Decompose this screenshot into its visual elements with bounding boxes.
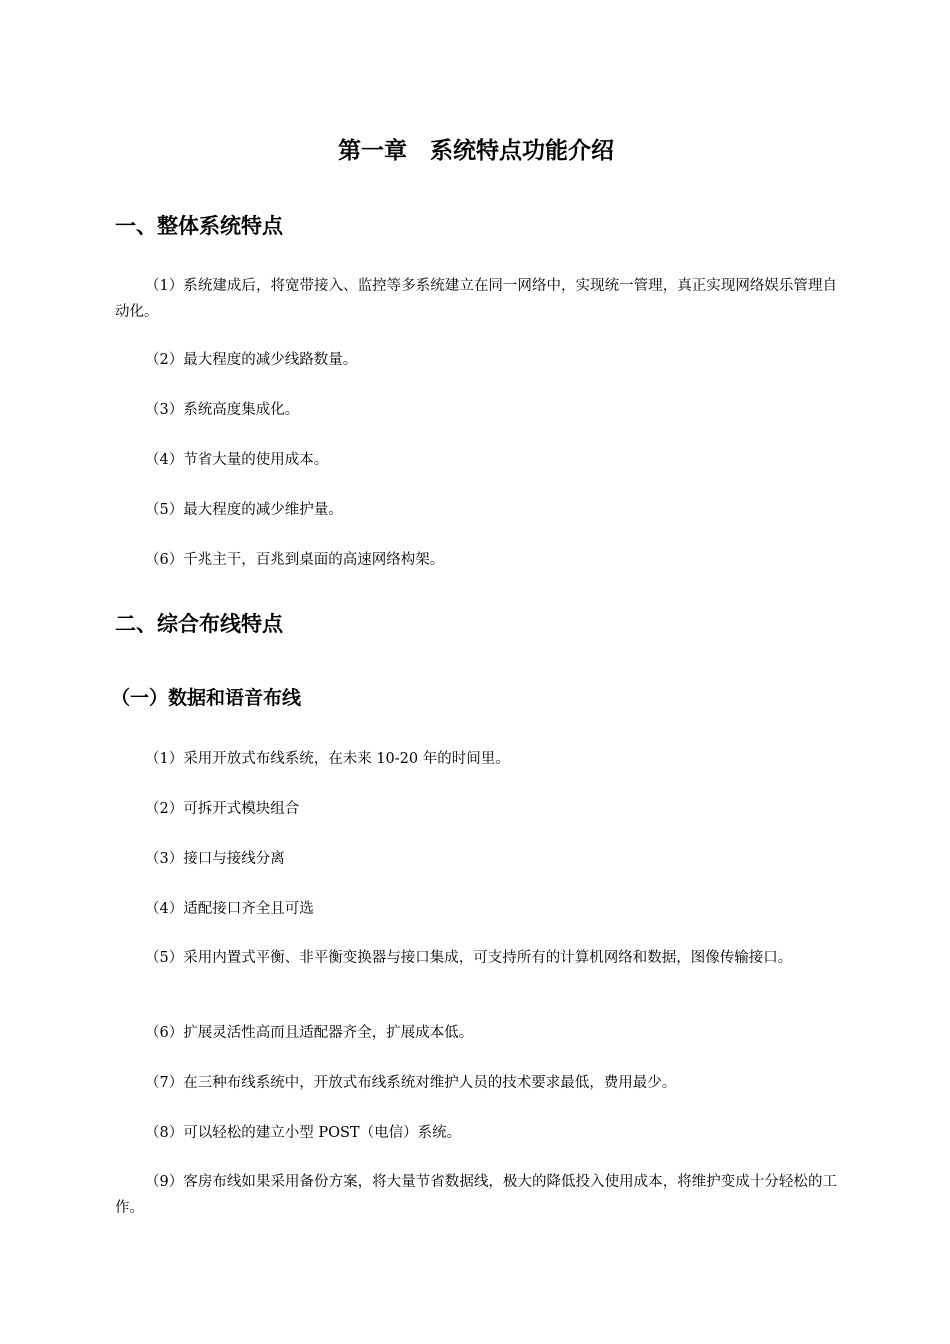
subsection-heading-data-voice-cabling: （一）数据和语音布线 — [111, 687, 302, 709]
cabling-item-3: （3）接口与接线分离 — [145, 851, 285, 867]
overall-feature-item-6: （6）千兆主干，百兆到桌面的高速网络构架。 — [145, 552, 445, 568]
cabling-item-6: （6）扩展灵活性高而且适配器齐全，扩展成本低。 — [145, 1025, 474, 1041]
section-heading-overall-features: 一、整体系统特点 — [115, 214, 283, 238]
overall-feature-item-2: （2）最大程度的减少线路数量。 — [145, 352, 358, 368]
overall-feature-item-5: （5）最大程度的减少维护量。 — [145, 502, 343, 518]
chapter-title: 第一章 系统特点功能介绍 — [338, 138, 614, 164]
section-heading-cabling-features: 二、综合布线特点 — [115, 612, 283, 636]
cabling-item-1: （1）采用开放式布线系统，在未来 10-20 年的时间里。 — [145, 751, 510, 767]
cabling-item-7: （7）在三种布线系统中，开放式布线系统对维护人员的技术要求最低，费用最少。 — [145, 1075, 677, 1091]
cabling-item-2: （2）可拆开式模块组合 — [145, 801, 300, 817]
cabling-item-5: （5）采用内置式平衡、非平衡变换器与接口集成，可支持所有的计算机网络和数据，图像传输接口。 — [145, 950, 793, 966]
cabling-item-4: （4）适配接口齐全且可选 — [145, 901, 314, 917]
overall-feature-item-1: （1）系统建成后，将宽带接入、监控等多系统建立在同一网络中，实现统一管理，真正实现网络娱乐管理自动化。 — [115, 278, 837, 320]
overall-feature-item-4: （4）节省大量的使用成本。 — [145, 452, 329, 468]
overall-feature-item-3: （3）系统高度集成化。 — [145, 402, 300, 418]
cabling-item-9: （9）客房布线如果采用备份方案，将大量节省数据线，极大的降低投入使用成本，将维护变成十分轻松的工作。 — [115, 1174, 837, 1216]
cabling-item-8: （8）可以轻松的建立小型 POST（电信）系统。 — [145, 1125, 462, 1141]
